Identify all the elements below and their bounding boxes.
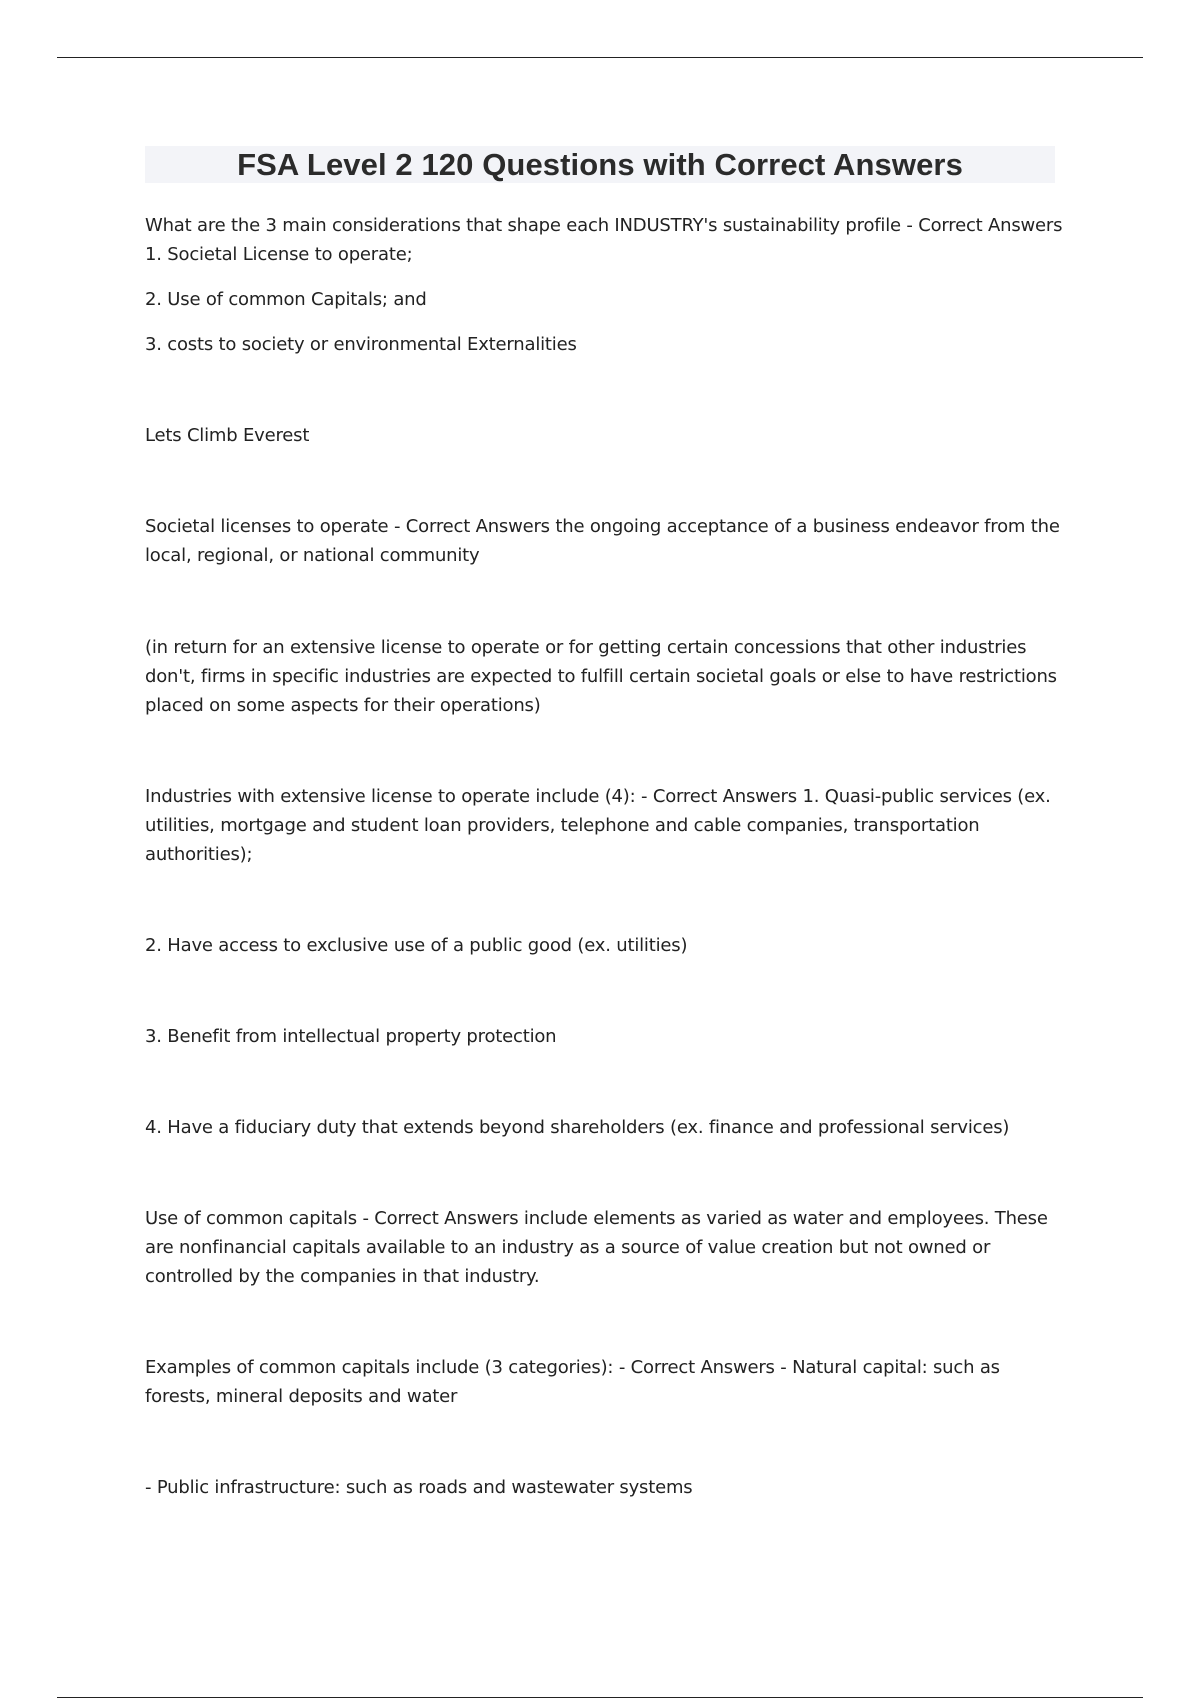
page-bottom-rule xyxy=(57,1697,1143,1698)
paragraph-common-capitals-item: 2. Use of common Capitals; and xyxy=(145,289,427,310)
paragraph-externalities-item: 3. costs to society or environmental Externalities xyxy=(145,334,577,355)
paragraph-fiduciary-item: 4. Have a fiduciary duty that extends beyond shareholders (ex. finance and professional services) xyxy=(145,1117,1010,1138)
page-top-rule xyxy=(57,57,1143,58)
title-band xyxy=(145,146,1055,183)
paragraph-public-good-item: 2. Have access to exclusive use of a public good (ex. utilities) xyxy=(145,935,688,956)
paragraph-ip-protection-item: 3. Benefit from intellectual property protection xyxy=(145,1026,557,1047)
paragraph-license-explanation: (in return for an extensive license to operate or for getting certain concessions that other industries don't, firms in specific industries are expected to fulfill certain societal goals or else to have restrictions placed on some aspects for their operations) xyxy=(145,637,1057,716)
paragraph-lets-climb: Lets Climb Everest xyxy=(145,425,310,446)
page-title: FSA Level 2 120 Questions with Correct Answers xyxy=(237,146,963,182)
paragraph-societal-licenses: Societal licenses to operate - Correct Answers the ongoing acceptance of a business endeavor from the local, regional, or national community xyxy=(145,516,1060,566)
paragraph-use-of-common-capitals: Use of common capitals - Correct Answers include elements as varied as water and employees. These are nonfinancial capitals available to an industry as a source of value creation but not owned or controlled by the companies in that industry. xyxy=(145,1208,1048,1287)
paragraph-extensive-license-industries: Industries with extensive license to operate include (4): - Correct Answers 1. Quasi-public services (ex. utilities, mortgage and student loan providers, telephone and cable companies, transportation authorities); xyxy=(145,786,1051,865)
paragraph-examples-common-capitals: Examples of common capitals include (3 categories): - Correct Answers - Natural capital: such as forests, mineral deposits and water xyxy=(145,1357,1000,1407)
paragraph-public-infrastructure: - Public infrastructure: such as roads and wastewater systems xyxy=(145,1477,693,1498)
paragraph-main-considerations: What are the 3 main considerations that shape each INDUSTRY's sustainability profile - Correct Answers 1. Societal License to operate; xyxy=(145,215,1063,265)
